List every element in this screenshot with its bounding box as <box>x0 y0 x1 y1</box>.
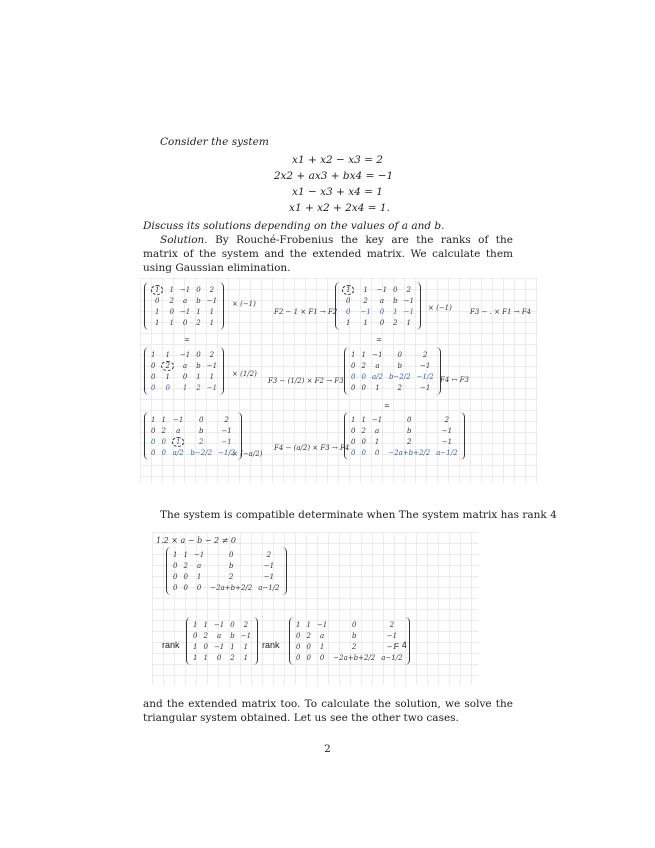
matrix-cell: 0 <box>306 653 311 662</box>
extended-reduced-matrix <box>289 617 410 665</box>
row-operation-1: F2 − 1 × F1 → F2 <box>274 308 338 316</box>
matrix-row <box>293 619 406 630</box>
rank-label: rank <box>262 640 280 650</box>
matrix-row <box>348 447 461 458</box>
matrix-cell: a <box>375 361 380 370</box>
matrix-5 <box>144 412 242 460</box>
matrix-cell: 0 <box>203 642 208 651</box>
matrix-cell: −1 <box>441 437 453 446</box>
matrix-row <box>148 414 238 425</box>
matrix-cell: b <box>198 426 204 435</box>
matrix-cell: 1 <box>169 285 174 294</box>
matrix-row <box>339 306 417 317</box>
pivot-circle: 2 <box>161 361 173 371</box>
matrix-cell: 0 <box>196 350 201 359</box>
matrix-cell: 0 <box>173 572 178 581</box>
matrix-cell: 2 <box>169 296 174 305</box>
matrix-row <box>348 371 437 382</box>
matrix-cell: 2 <box>361 426 366 435</box>
matrix-cell: 2 <box>196 383 201 392</box>
matrix-cell: 0 <box>319 653 325 662</box>
multiplier-3: × (1/2) <box>232 370 257 378</box>
pivot-circle: 1 <box>342 285 354 295</box>
matrix-cell: −2a+b+2/2 <box>210 583 253 592</box>
equals-sign: = <box>384 402 390 410</box>
matrix-cell: 0 <box>183 572 188 581</box>
equals-sign: = <box>376 336 382 344</box>
matrix-4 <box>344 347 441 395</box>
matrix-cell: 1 <box>155 307 160 316</box>
matrix-cell: −1 <box>240 631 252 640</box>
matrix-cell: 2 <box>266 550 272 559</box>
matrix-cell: −1 <box>193 550 205 559</box>
matrix-2 <box>335 282 421 330</box>
intro-text: Consider the system <box>160 136 269 148</box>
matrix-cell: 0 <box>351 372 356 381</box>
matrix-cell: −1 <box>179 307 191 316</box>
matrix-cell: a−1/2 <box>436 448 458 457</box>
matrix-cell: b <box>230 631 235 640</box>
matrix-cell: 1 <box>169 318 174 327</box>
matrix-1 <box>144 282 224 330</box>
matrix-cell: a/2 <box>172 448 184 457</box>
matrix-cell: a <box>183 361 188 370</box>
matrix-6 <box>344 412 465 460</box>
matrix-row <box>148 317 220 328</box>
matrix-cell: 0 <box>173 561 178 570</box>
matrix-cell: −1 <box>386 642 398 651</box>
matrix-cell: a <box>379 296 385 305</box>
matrix-row <box>293 652 406 663</box>
matrix-cell: 0 <box>182 318 188 327</box>
matrix-cell: −1 <box>419 383 431 392</box>
matrix-cell: 1 <box>196 572 202 581</box>
matrix-cell: 1 <box>361 350 366 359</box>
matrix-cell: 0 <box>161 437 166 446</box>
matrix-cell: 1 <box>193 653 198 662</box>
closing-paragraph: and the extended matrix too. To calculate the solution, we solve the triangular system obtained. Let us see the other two cases. <box>143 698 513 724</box>
matrix-cell: b <box>393 296 398 305</box>
matrix-cell: 2 <box>422 350 428 359</box>
matrix-row <box>348 425 461 436</box>
matrix-cell: 0 <box>161 448 166 457</box>
matrix-cell: −1 <box>403 307 414 316</box>
matrix-cell: 1 <box>151 350 156 359</box>
rank-worksheet <box>152 532 478 685</box>
matrix-cell: 1 <box>203 620 208 629</box>
matrix-cell: −1 <box>179 350 191 359</box>
matrix-cell: 2 <box>230 653 235 662</box>
matrix-cell: 1 <box>203 653 208 662</box>
matrix-cell: 1 <box>346 318 351 327</box>
matrix-cell: −1 <box>263 561 275 570</box>
matrix-cell: −1 <box>386 631 398 640</box>
matrix-cell: 1 <box>306 620 311 629</box>
matrix-cell: 1 <box>361 415 366 424</box>
matrix-cell: 1 <box>230 642 235 651</box>
multiplier-4: × (−a/2) <box>232 450 263 458</box>
matrix-cell: 2 <box>397 383 402 392</box>
matrix-cell: −1 <box>206 361 218 370</box>
matrix-row <box>348 349 437 360</box>
matrix-cell: b−2/2 <box>388 372 411 381</box>
matrix-cell: 0 <box>306 642 311 651</box>
equation-2: 2x2 + ax3 + bx4 = −1 <box>273 170 394 182</box>
matrix-row <box>148 349 220 360</box>
matrix-cell: 0 <box>351 437 356 446</box>
matrix-cell: 2 <box>224 415 229 424</box>
matrix-cell: 2 <box>407 437 412 446</box>
matrix-cell: −1 <box>179 285 191 294</box>
matrix-cell: 0 <box>151 448 156 457</box>
matrix-cell: a/2 <box>371 372 383 381</box>
matrix-cell: 2 <box>209 350 215 359</box>
matrix-cell: 1 <box>209 372 215 381</box>
matrix-cell: 0 <box>351 448 356 457</box>
matrix-cell: a <box>217 631 222 640</box>
matrix-cell: −1 <box>376 285 388 294</box>
matrix-row <box>293 630 406 641</box>
matrix-row <box>148 284 220 295</box>
matrix-cell: 0 <box>151 372 156 381</box>
matrix-cell: 1 <box>351 350 356 359</box>
reduced-matrix <box>166 547 287 595</box>
matrix-cell: −2a+b+2/2 <box>333 653 376 662</box>
matrix-cell: −1 <box>441 426 453 435</box>
matrix-row <box>339 317 417 328</box>
matrix-row <box>190 652 254 663</box>
matrix-row <box>170 549 283 560</box>
multiplier-2: × (−1) <box>428 304 452 312</box>
matrix-cell: 1 <box>182 383 188 392</box>
matrix-cell: 2 <box>363 296 368 305</box>
matrix-row <box>348 436 461 447</box>
matrix-row <box>148 306 220 317</box>
rank-result: = 4 <box>394 640 407 650</box>
equals-sign: = <box>184 336 190 344</box>
matrix-cell: 0 <box>379 307 385 316</box>
matrix-cell: 0 <box>183 583 188 592</box>
matrix-cell: 2 <box>243 620 249 629</box>
matrix-cell: 2 <box>393 318 398 327</box>
matrix-cell: 0 <box>151 437 156 446</box>
matrix-cell: 0 <box>216 653 222 662</box>
matrix-cell: 0 <box>393 285 398 294</box>
matrix-cell <box>158 360 176 371</box>
matrix-cell: 1 <box>363 318 368 327</box>
matrix-cell: 1 <box>155 318 160 327</box>
matrix-cell: −1 <box>221 437 232 446</box>
matrix-row <box>339 295 417 306</box>
matrix-row <box>339 284 417 295</box>
matrix-cell: 0 <box>351 426 356 435</box>
matrix-cell: b <box>196 296 201 305</box>
matrix-cell: a <box>197 561 202 570</box>
matrix-cell: 1 <box>351 415 356 424</box>
page-number: 2 <box>324 743 331 755</box>
matrix-cell: −1 <box>360 307 371 316</box>
matrix-cell <box>169 436 187 447</box>
matrix-row <box>170 571 283 582</box>
matrix-cell: 2 <box>306 631 311 640</box>
matrix-row <box>148 436 238 447</box>
matrix-cell: 0 <box>346 307 351 316</box>
matrix-cell: −1 <box>372 350 383 359</box>
matrix-cell: 0 <box>351 383 356 392</box>
row-operation-3: F3 − (1/2) × F2 → F3 <box>268 377 344 385</box>
compatibility-text: The system is compatible determinate when The system matrix has rank 4 <box>160 509 557 521</box>
matrix-cell: 1 <box>196 372 201 381</box>
extended-original-matrix <box>186 617 258 665</box>
row-operation-4: F4 − (a/2) × F3 → F4 <box>274 444 350 452</box>
matrix-cell: 0 <box>151 383 156 392</box>
matrix-row <box>293 641 406 652</box>
matrix-cell: 2 <box>352 642 357 651</box>
matrix-cell: 1 <box>165 350 170 359</box>
matrix-cell: −1 <box>371 415 383 424</box>
matrix-cell: −1/2 <box>218 448 236 457</box>
matrix-3 <box>144 347 224 395</box>
matrix-cell: 0 <box>374 448 380 457</box>
matrix-cell: 0 <box>196 583 202 592</box>
matrix-cell: 2 <box>209 285 215 294</box>
matrix-cell: b <box>397 361 402 370</box>
matrix-cell: 0 <box>198 415 204 424</box>
matrix-cell: 0 <box>352 620 357 629</box>
matrix-row <box>148 425 238 436</box>
matrix-cell: a <box>176 426 181 435</box>
matrix-row <box>190 630 254 641</box>
matrix-row <box>170 560 283 571</box>
matrix-cell: −1 <box>221 426 232 435</box>
matrix-row <box>348 360 437 371</box>
solution-label: Solution. <box>160 234 208 246</box>
matrix-cell: −1 <box>419 361 431 370</box>
matrix-cell: 0 <box>296 653 301 662</box>
matrix-cell: 0 <box>196 285 201 294</box>
matrix-cell: −1 <box>206 383 218 392</box>
matrix-cell: 0 <box>169 307 174 316</box>
matrix-cell: 2 <box>161 426 166 435</box>
matrix-cell: 0 <box>193 631 198 640</box>
matrix-cell: 1 <box>243 653 249 662</box>
matrix-cell: b <box>229 561 234 570</box>
matrix-cell: 0 <box>361 448 366 457</box>
matrix-cell: −1/2 <box>416 372 434 381</box>
multiplier-1: × (−1) <box>232 300 256 308</box>
matrix-cell: 1 <box>296 620 301 629</box>
matrix-cell: −1 <box>403 296 414 305</box>
matrix-cell <box>339 284 357 295</box>
equation-4: x1 + x2 + 2x4 = 1. <box>289 202 390 214</box>
matrix-cell: 1 <box>406 318 411 327</box>
matrix-cell: 1 <box>193 642 198 651</box>
matrix-row <box>190 619 254 630</box>
matrix-cell: a−1/2 <box>381 653 403 662</box>
matrix-cell: 0 <box>407 415 412 424</box>
matrix-row <box>148 295 220 306</box>
matrix-cell: 2 <box>406 285 411 294</box>
matrix-cell: 2 <box>183 561 188 570</box>
matrix-cell: 0 <box>165 383 170 392</box>
matrix-row <box>148 447 238 458</box>
matrix-cell: 0 <box>361 383 366 392</box>
matrix-cell: 1 <box>161 415 166 424</box>
pivot-circle: 1 <box>151 285 163 295</box>
pivot-circle: 1 <box>172 437 184 447</box>
matrix-cell: 1 <box>375 383 380 392</box>
matrix-cell: 1 <box>183 550 188 559</box>
matrix-cell <box>148 284 166 295</box>
matrix-cell: −1 <box>213 642 225 651</box>
matrix-row <box>348 414 461 425</box>
matrix-cell: 0 <box>155 296 160 305</box>
matrix-cell: −1 <box>206 296 218 305</box>
matrix-cell: −1 <box>263 572 275 581</box>
matrix-row <box>148 360 220 371</box>
equation-3: x1 − x3 + x4 = 1 <box>292 186 383 198</box>
matrix-cell: 1 <box>173 550 178 559</box>
matrix-cell: a <box>320 631 325 640</box>
matrix-cell: 1 <box>151 415 156 424</box>
matrix-cell: a <box>183 296 188 305</box>
matrix-cell: 1 <box>196 307 201 316</box>
matrix-cell: 0 <box>151 426 156 435</box>
discuss-text: Discuss its solutions depending on the values of a and b. <box>143 220 445 232</box>
swap-operation: F4 ↔ F3 <box>440 376 469 384</box>
matrix-cell: 2 <box>361 361 366 370</box>
matrix-cell: 0 <box>230 620 235 629</box>
matrix-cell: 0 <box>151 361 156 370</box>
matrix-cell: 0 <box>346 296 351 305</box>
rank-label: rank <box>162 640 180 650</box>
matrix-cell: 0 <box>379 318 385 327</box>
matrix-cell: 1 <box>165 372 170 381</box>
matrix-cell: 0 <box>182 372 188 381</box>
matrix-row <box>148 382 220 393</box>
matrix-cell: 2 <box>196 318 201 327</box>
matrix-cell: −2a+b+2/2 <box>388 448 431 457</box>
matrix-cell: 1 <box>243 642 249 651</box>
elimination-worksheet <box>140 278 538 483</box>
matrix-cell: 1 <box>319 642 325 651</box>
matrix-cell: 1 <box>374 437 380 446</box>
matrix-row <box>190 641 254 652</box>
matrix-cell: 1 <box>193 620 198 629</box>
matrix-cell: 1 <box>209 318 215 327</box>
matrix-cell: 1 <box>209 307 215 316</box>
matrix-cell: 2 <box>203 631 208 640</box>
matrix-cell: 2 <box>389 620 395 629</box>
matrix-cell: 2 <box>444 415 450 424</box>
matrix-row <box>348 382 437 393</box>
matrix-cell: b <box>352 631 357 640</box>
equation-1: x1 + x2 − x3 = 2 <box>292 154 383 166</box>
matrix-cell: 0 <box>296 642 301 651</box>
matrix-row <box>170 582 283 593</box>
matrix-cell: a <box>375 426 380 435</box>
matrix-row <box>148 371 220 382</box>
matrix-cell: 0 <box>397 350 402 359</box>
solution-paragraph <box>143 233 513 275</box>
matrix-cell: 1 <box>393 307 398 316</box>
matrix-cell: b <box>196 361 201 370</box>
matrix-cell: 2 <box>229 572 234 581</box>
matrix-cell: 2 <box>198 437 204 446</box>
matrix-cell: a−1/2 <box>258 583 280 592</box>
matrix-cell: 0 <box>361 372 366 381</box>
matrix-cell: −1 <box>213 620 225 629</box>
matrix-cell: b <box>407 426 412 435</box>
matrix-cell: 1 <box>363 285 368 294</box>
matrix-cell: 0 <box>351 361 356 370</box>
row-operation-2: F3 − . × F1 → F4 <box>470 308 532 316</box>
matrix-cell: 0 <box>361 437 366 446</box>
matrix-cell: 0 <box>173 583 178 592</box>
matrix-cell: b−2/2 <box>190 448 213 457</box>
matrix-cell: −1 <box>173 415 184 424</box>
matrix-cell: 0 <box>229 550 234 559</box>
solution-text: By Rouché-Frobenius the key are the ranks of the matrix of the system and the extended matrix. We calculate them using Gaussian elimination. <box>143 234 513 274</box>
matrix-cell: −1 <box>316 620 328 629</box>
matrix-cell: 0 <box>296 631 301 640</box>
determinant-condition: 1.2 × a − b − 2 ≠ 0 <box>156 536 236 545</box>
